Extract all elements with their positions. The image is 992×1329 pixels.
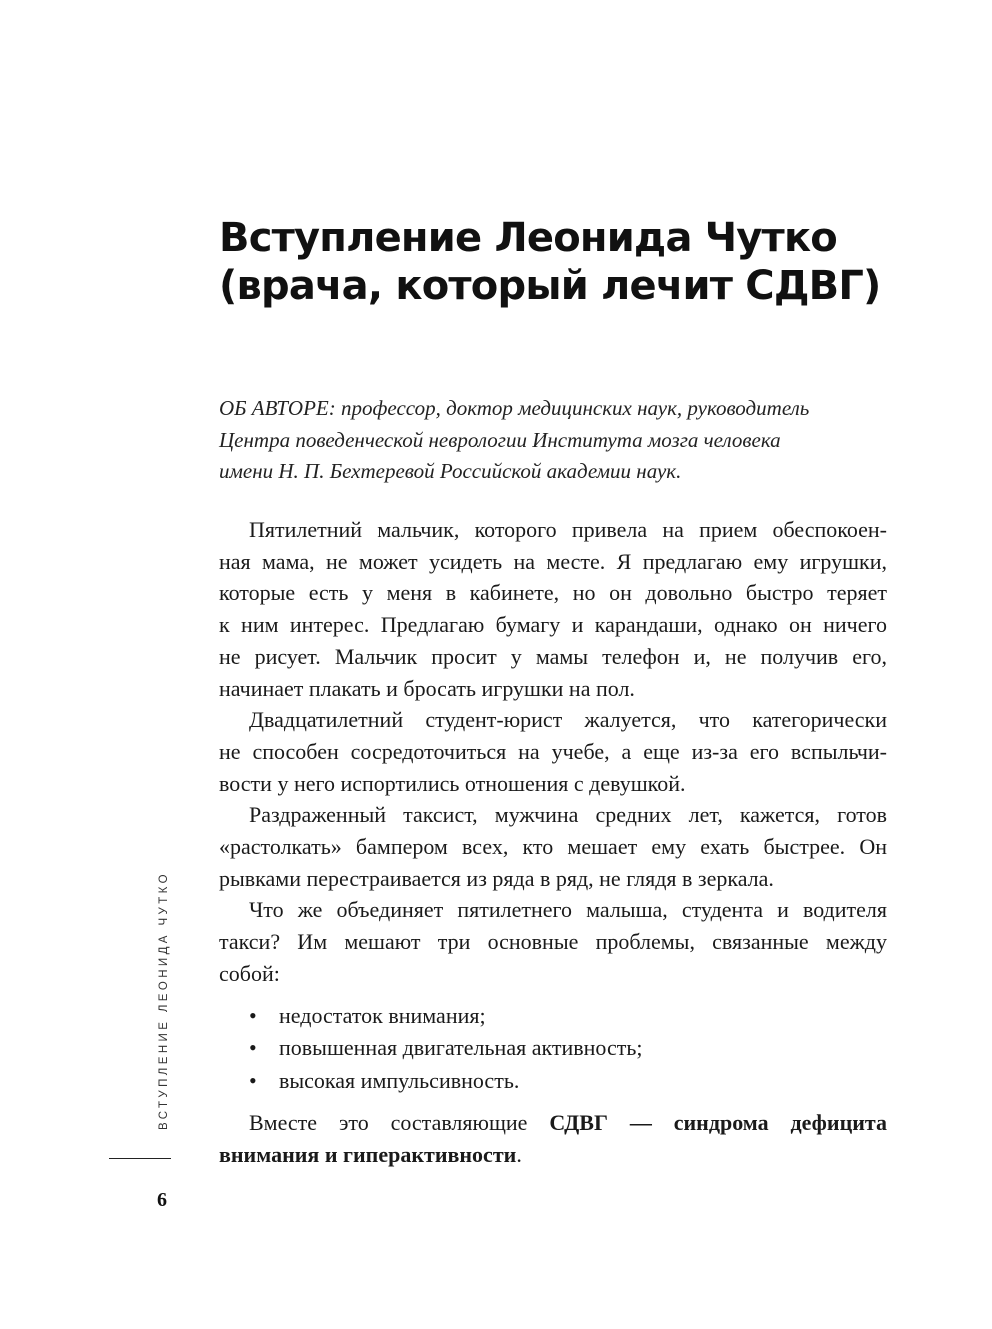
list-item [219, 1065, 887, 1098]
chapter-title-line-1: Вступление Леонида Чутко [219, 215, 837, 261]
divider [109, 1158, 171, 1159]
adhd-term: СДВГ — синдрома дефицита [549, 1110, 888, 1136]
page-number: 6 [157, 1189, 167, 1211]
chapter-title-line-2: (врача, который лечит СДВГ) [219, 263, 881, 309]
paragraph-line: не рисует. Мальчик просит у мамы телефон и, не получив его, [219, 643, 887, 669]
conclusion-line-2 [219, 1139, 887, 1171]
list-item-text: повышенная двигательная активность; [279, 1035, 643, 1061]
paragraph-line: Двадцатилетний студент-юрист жалуется, что категорически [249, 707, 887, 733]
list-item-text: высокая импульсивность. [279, 1067, 520, 1093]
bullet-icon: • [249, 1067, 257, 1093]
paragraph-line: Что же объединяет пятилетнего малыша, студента и водителя [249, 897, 887, 923]
paragraph-line: которые есть у меня в кабинете, но он довольно быстро теряет [219, 580, 887, 606]
paragraph-line: «растолкать» бампером всех, кто мешает ему ехать быстрее. Он [219, 834, 887, 860]
running-head: ВСТУПЛЕНИЕ ЛЕОНИДА ЧУТКО [158, 871, 170, 1130]
paragraph-conclusion [219, 1107, 887, 1170]
paragraph-line: вости у него испортились отношения с девушкой. [219, 770, 686, 796]
bullet-icon: • [249, 1002, 257, 1028]
paragraph-student [219, 704, 887, 799]
list-item [219, 1032, 887, 1065]
conclusion-lead: Вместе это составляющие [249, 1110, 550, 1136]
paragraph-line: к ним интерес. Предлагаю бумагу и карандаши, однако он ничего [219, 612, 887, 638]
paragraph-line: ная мама, не может усидеть на месте. Я предлагаю ему игрушки, [219, 548, 887, 574]
about-author-line: ОБ АВТОРЕ: профессор, доктор медицинских наук, руководитель [219, 396, 810, 420]
paragraph-line: рывками перестраивается из ряда в ряд, не глядя в зеркала. [219, 865, 774, 891]
bullet-icon: • [249, 1035, 257, 1061]
symptom-list [219, 1000, 887, 1098]
about-author-line: Центра поведенческой неврологии Института мозга человека [219, 427, 781, 452]
conclusion-line-1 [219, 1107, 887, 1139]
paragraph-line: не способен сосредоточиться на учебе, а еще из-за его вспыльчи- [219, 738, 887, 764]
list-item-text: недостаток внимания; [279, 1002, 486, 1028]
paragraph-line: начинает плакать и бросать игрушки на пол. [219, 675, 635, 701]
paragraph-boy [219, 514, 887, 704]
paragraph-line: собой: [219, 960, 280, 986]
paragraph-line: такси? Им мешают три основные проблемы, связанные между [219, 929, 887, 955]
chapter-title [219, 214, 919, 310]
about-author-line: имени Н. П. Бехтеревой Российской академии наук. [219, 459, 682, 483]
about-author [219, 393, 889, 488]
adhd-term-continued: внимания и гиперактивности [219, 1141, 517, 1167]
paragraph-taxi-driver [219, 799, 887, 894]
paragraph-line: Раздраженный таксист, мужчина средних лет, кажется, готов [249, 802, 887, 828]
body-text [219, 514, 887, 1170]
list-item [219, 1000, 887, 1033]
conclusion-end: . [516, 1141, 522, 1167]
paragraph-common-problems [219, 894, 887, 989]
paragraph-line: Пятилетний мальчик, которого привела на прием обеспокоен- [249, 517, 887, 542]
